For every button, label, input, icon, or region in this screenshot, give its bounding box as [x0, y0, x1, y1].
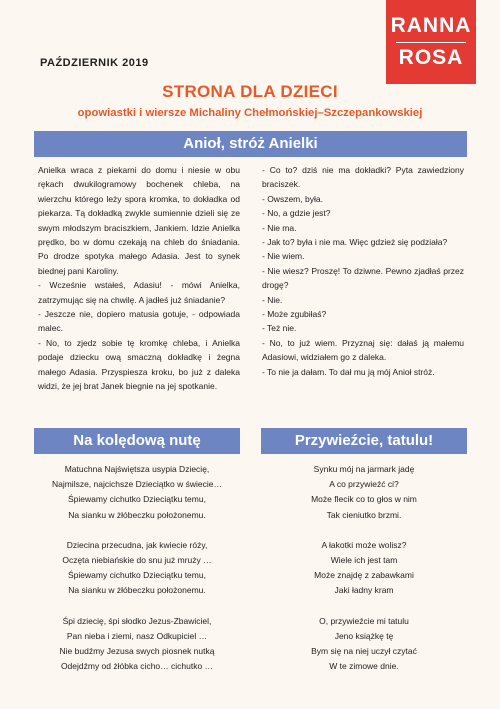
poem-left: [34, 462, 240, 674]
poem-line: Bym się na niej uczył czytać: [311, 646, 417, 657]
dialogue-line: - Też nie.: [262, 323, 297, 334]
poem-line: A łakotki może wolisz?: [321, 539, 407, 550]
poem-line: Wiele ich jest tam: [330, 555, 398, 566]
dialogue-line: - No, to już wiem. Przyznaj się: dałaś ją małemu Adasiowi, widziałem go z daleka.: [262, 337, 464, 363]
poem-line: A co przywieźć ci?: [329, 479, 399, 490]
poem-line: Śpiewamy cichutko Dzieciątku temu,: [68, 494, 206, 505]
poem-right: [261, 462, 467, 674]
story-right-column: [262, 163, 464, 379]
page-subtitle: opowiastki i wiersze Michaliny Chełmońskiej–Szczepankowskiej: [77, 107, 423, 119]
story-paragraph: - Jeszcze nie, dopiero matusia gotuje, - odpowiada malec.: [38, 309, 240, 334]
story-title-banner: Anioł, stróż Anielki: [34, 131, 467, 157]
logo-line-1: RANNA: [390, 14, 472, 37]
poem-line: Na sianku w żłóbeczku położonemu.: [68, 585, 206, 596]
dialogue-line: - Nie wiesz? Proszę! To dziwne. Pewno zjadłaś przez drogę?: [262, 265, 464, 291]
poem-line: Śpiewamy cichutko Dzieciątku temu,: [68, 570, 206, 581]
poem-line: Pan nieba i ziemi, nasz Odkupiciel …: [66, 630, 208, 641]
logo-divider: [396, 42, 466, 43]
poem-line: Śpi dziecię, śpi słodko Jezus-Zbawiciel,: [62, 615, 212, 626]
poem-line: O, przywieźcie mi tatulu: [319, 615, 409, 626]
poem-line: Dziecina przecudna, jak kwiecie róży,: [66, 539, 208, 550]
stanza-gap: [34, 599, 240, 614]
dialogue-line: - No, a gdzie jest?: [262, 208, 331, 219]
dialogue-line: - Jak to? była i nie ma. Więc gdzież się podziała?: [262, 237, 448, 248]
dialogue-line: - Nie.: [262, 294, 283, 305]
poem-right-title-banner: Przywieźcie, tatulu!: [261, 428, 467, 454]
story-paragraph: - No, to zjedz sobie tę kromkę chleba, i Anielka podaje dziecku ową smaczną dokładkę i żegna małego Adasia. Przyspiesza kroku, bo już z daleka widzi, że jej brat Janek biegnie na jej spotkanie.: [38, 337, 240, 392]
issue-date: PAŹDZIERNIK 2019: [40, 57, 149, 69]
story-paragraph: Anielka wraca z piekarni do domu i niesie w obu rękach dwukilogramowy bochenek chleba, na wierzchu którego leży spora kromka, to dokładka od piekarza. Tą dokładką zwykle sumiennie dzieli się ze swym młodszym braciszkiem, Jankiem. Idzie Anielka prędko, bo w domu czekają na chleb do śniadania. Po drodze spotyka małego Adasia. Jest to synek biednej pani Karoliny.: [38, 165, 240, 276]
dialogue-line: - Nie ma.: [262, 222, 297, 233]
poem-line: Tak cieniutko brzmi.: [326, 509, 402, 520]
poem-line: W te zimowe dnie.: [329, 661, 399, 672]
stanza-gap: [261, 599, 467, 614]
poem-left-title-banner: Na kolędową nutę: [34, 428, 240, 454]
poem-line: Może znajdę z zabawkami: [314, 570, 414, 581]
stanza-gap: [261, 523, 467, 538]
page-title: STRONA DLA DZIECI: [162, 82, 338, 101]
dialogue-line: - Owszem, była.: [262, 193, 323, 204]
dialogue-line: - To nie ja dałam. To dał mu ją mój Anioł stróż.: [262, 366, 435, 377]
poem-line: Oczęta niebiańskie do snu już mruży …: [62, 555, 212, 566]
poem-line: Synku mój na jarmark jadę: [313, 464, 415, 474]
poem-line: Może flecik co to głos w nim: [311, 494, 417, 505]
poem-line: Najmilsze, najcichsze Dzieciątko w świecie…: [51, 479, 223, 490]
dialogue-line: - Nie wiem.: [262, 251, 305, 262]
logo-line-2: ROSA: [398, 46, 464, 69]
poem-line: Nie budźmy Jezusa swych piosnek nutką: [59, 646, 215, 657]
poem-line: Matuchna Najświętsza usypia Dziecię,: [64, 464, 210, 474]
story-paragraph: - Wcześnie wstałeś, Adasiu! - mówi Anielka, zatrzymując się na chwilę. A jadłeś już śniadanie?: [38, 280, 240, 305]
stanza-gap: [34, 523, 240, 538]
dialogue-line: - Co to? dziś nie ma dokładki? Pyta zawiedziony braciszek.: [262, 165, 464, 190]
logo: [386, 0, 476, 84]
dialogue-line: - Może zgubiłaś?: [262, 309, 327, 320]
story-left-column: [38, 163, 240, 394]
poem-line: Jeno książkę tę: [334, 630, 394, 641]
poem-line: Odejdźmy od żłóbka cicho… cichutko …: [60, 661, 214, 672]
poem-line: Na sianku w żłóbeczku położonemu.: [68, 509, 206, 520]
poem-line: Jaki ładny kram: [334, 585, 394, 596]
